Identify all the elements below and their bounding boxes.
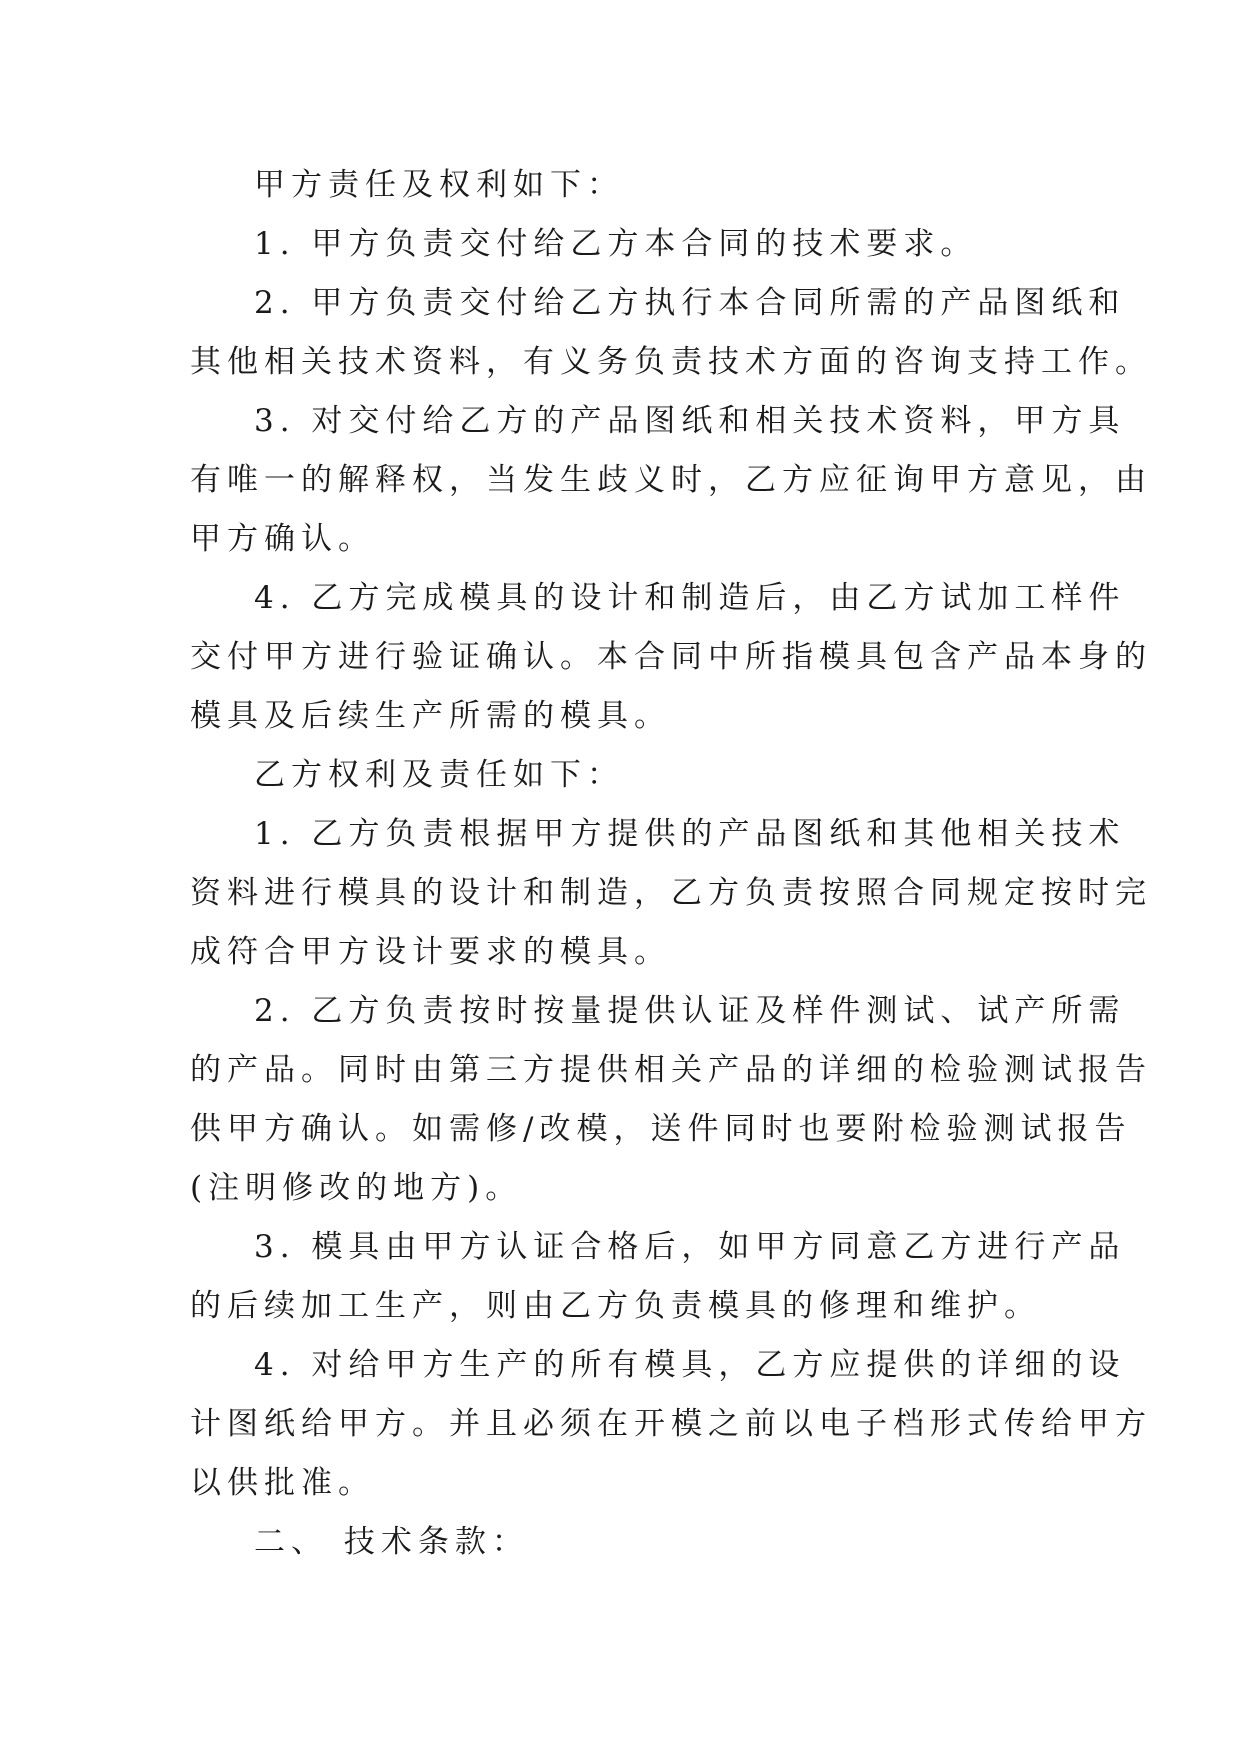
party-b-item-3: 3. 模具由甲方认证合格后，如甲方同意乙方进行产品: [254, 1229, 1126, 1265]
party-b-item-4-cont: 计图纸给甲方。并且必须在开模之前以电子档形式传给甲方: [190, 1406, 1152, 1442]
party-b-item-2-cont: 供甲方确认。如需修/改模，送件同时也要附检验测试报告: [190, 1111, 1132, 1147]
party-a-item-1: 1. 甲方负责交付给乙方本合同的技术要求。: [254, 226, 978, 262]
section-heading-party-b: 乙方权利及责任如下：: [254, 757, 624, 793]
party-a-item-4-cont: 模具及后续生产所需的模具。: [190, 698, 671, 734]
party-a-item-2: 2. 甲方负责交付给乙方执行本合同所需的产品图纸和: [254, 285, 1126, 321]
party-b-item-4: 4. 对给甲方生产的所有模具，乙方应提供的详细的设: [254, 1347, 1126, 1383]
party-a-item-4: 4. 乙方完成模具的设计和制造后，由乙方试加工样件: [254, 580, 1126, 616]
party-b-item-4-cont: 以供批准。: [190, 1465, 375, 1501]
party-b-item-2-cont: 的产品。同时由第三方提供相关产品的详细的检验测试报告: [190, 1052, 1152, 1088]
party-b-item-2: 2. 乙方负责按时按量提供认证及样件测试、试产所需: [254, 993, 1126, 1029]
party-b-item-1-cont: 成符合甲方设计要求的模具。: [190, 934, 671, 970]
party-a-item-3: 3. 对交付给乙方的产品图纸和相关技术资料，甲方具: [254, 403, 1126, 439]
party-a-item-4-cont: 交付甲方进行验证确认。本合同中所指模具包含产品本身的: [190, 639, 1152, 675]
party-b-item-3-cont: 的后续加工生产，则由乙方负责模具的修理和维护。: [190, 1288, 1041, 1324]
party-b-item-2-cont: (注明修改的地方)。: [190, 1170, 523, 1206]
party-b-item-1-cont: 资料进行模具的设计和制造，乙方负责按照合同规定按时完: [190, 875, 1152, 911]
party-b-item-1: 1. 乙方负责根据甲方提供的产品图纸和其他相关技术: [254, 816, 1126, 852]
party-a-item-2-cont: 其他相关技术资料，有义务负责技术方面的咨询支持工作。: [190, 344, 1152, 380]
party-a-item-3-cont: 有唯一的解释权，当发生歧义时，乙方应征询甲方意见，由: [190, 462, 1152, 498]
party-a-item-3-cont: 甲方确认。: [190, 521, 375, 557]
section-heading-party-a: 甲方责任及权利如下：: [254, 167, 624, 203]
section-heading-technical-terms: 二、 技术条款：: [254, 1524, 529, 1560]
